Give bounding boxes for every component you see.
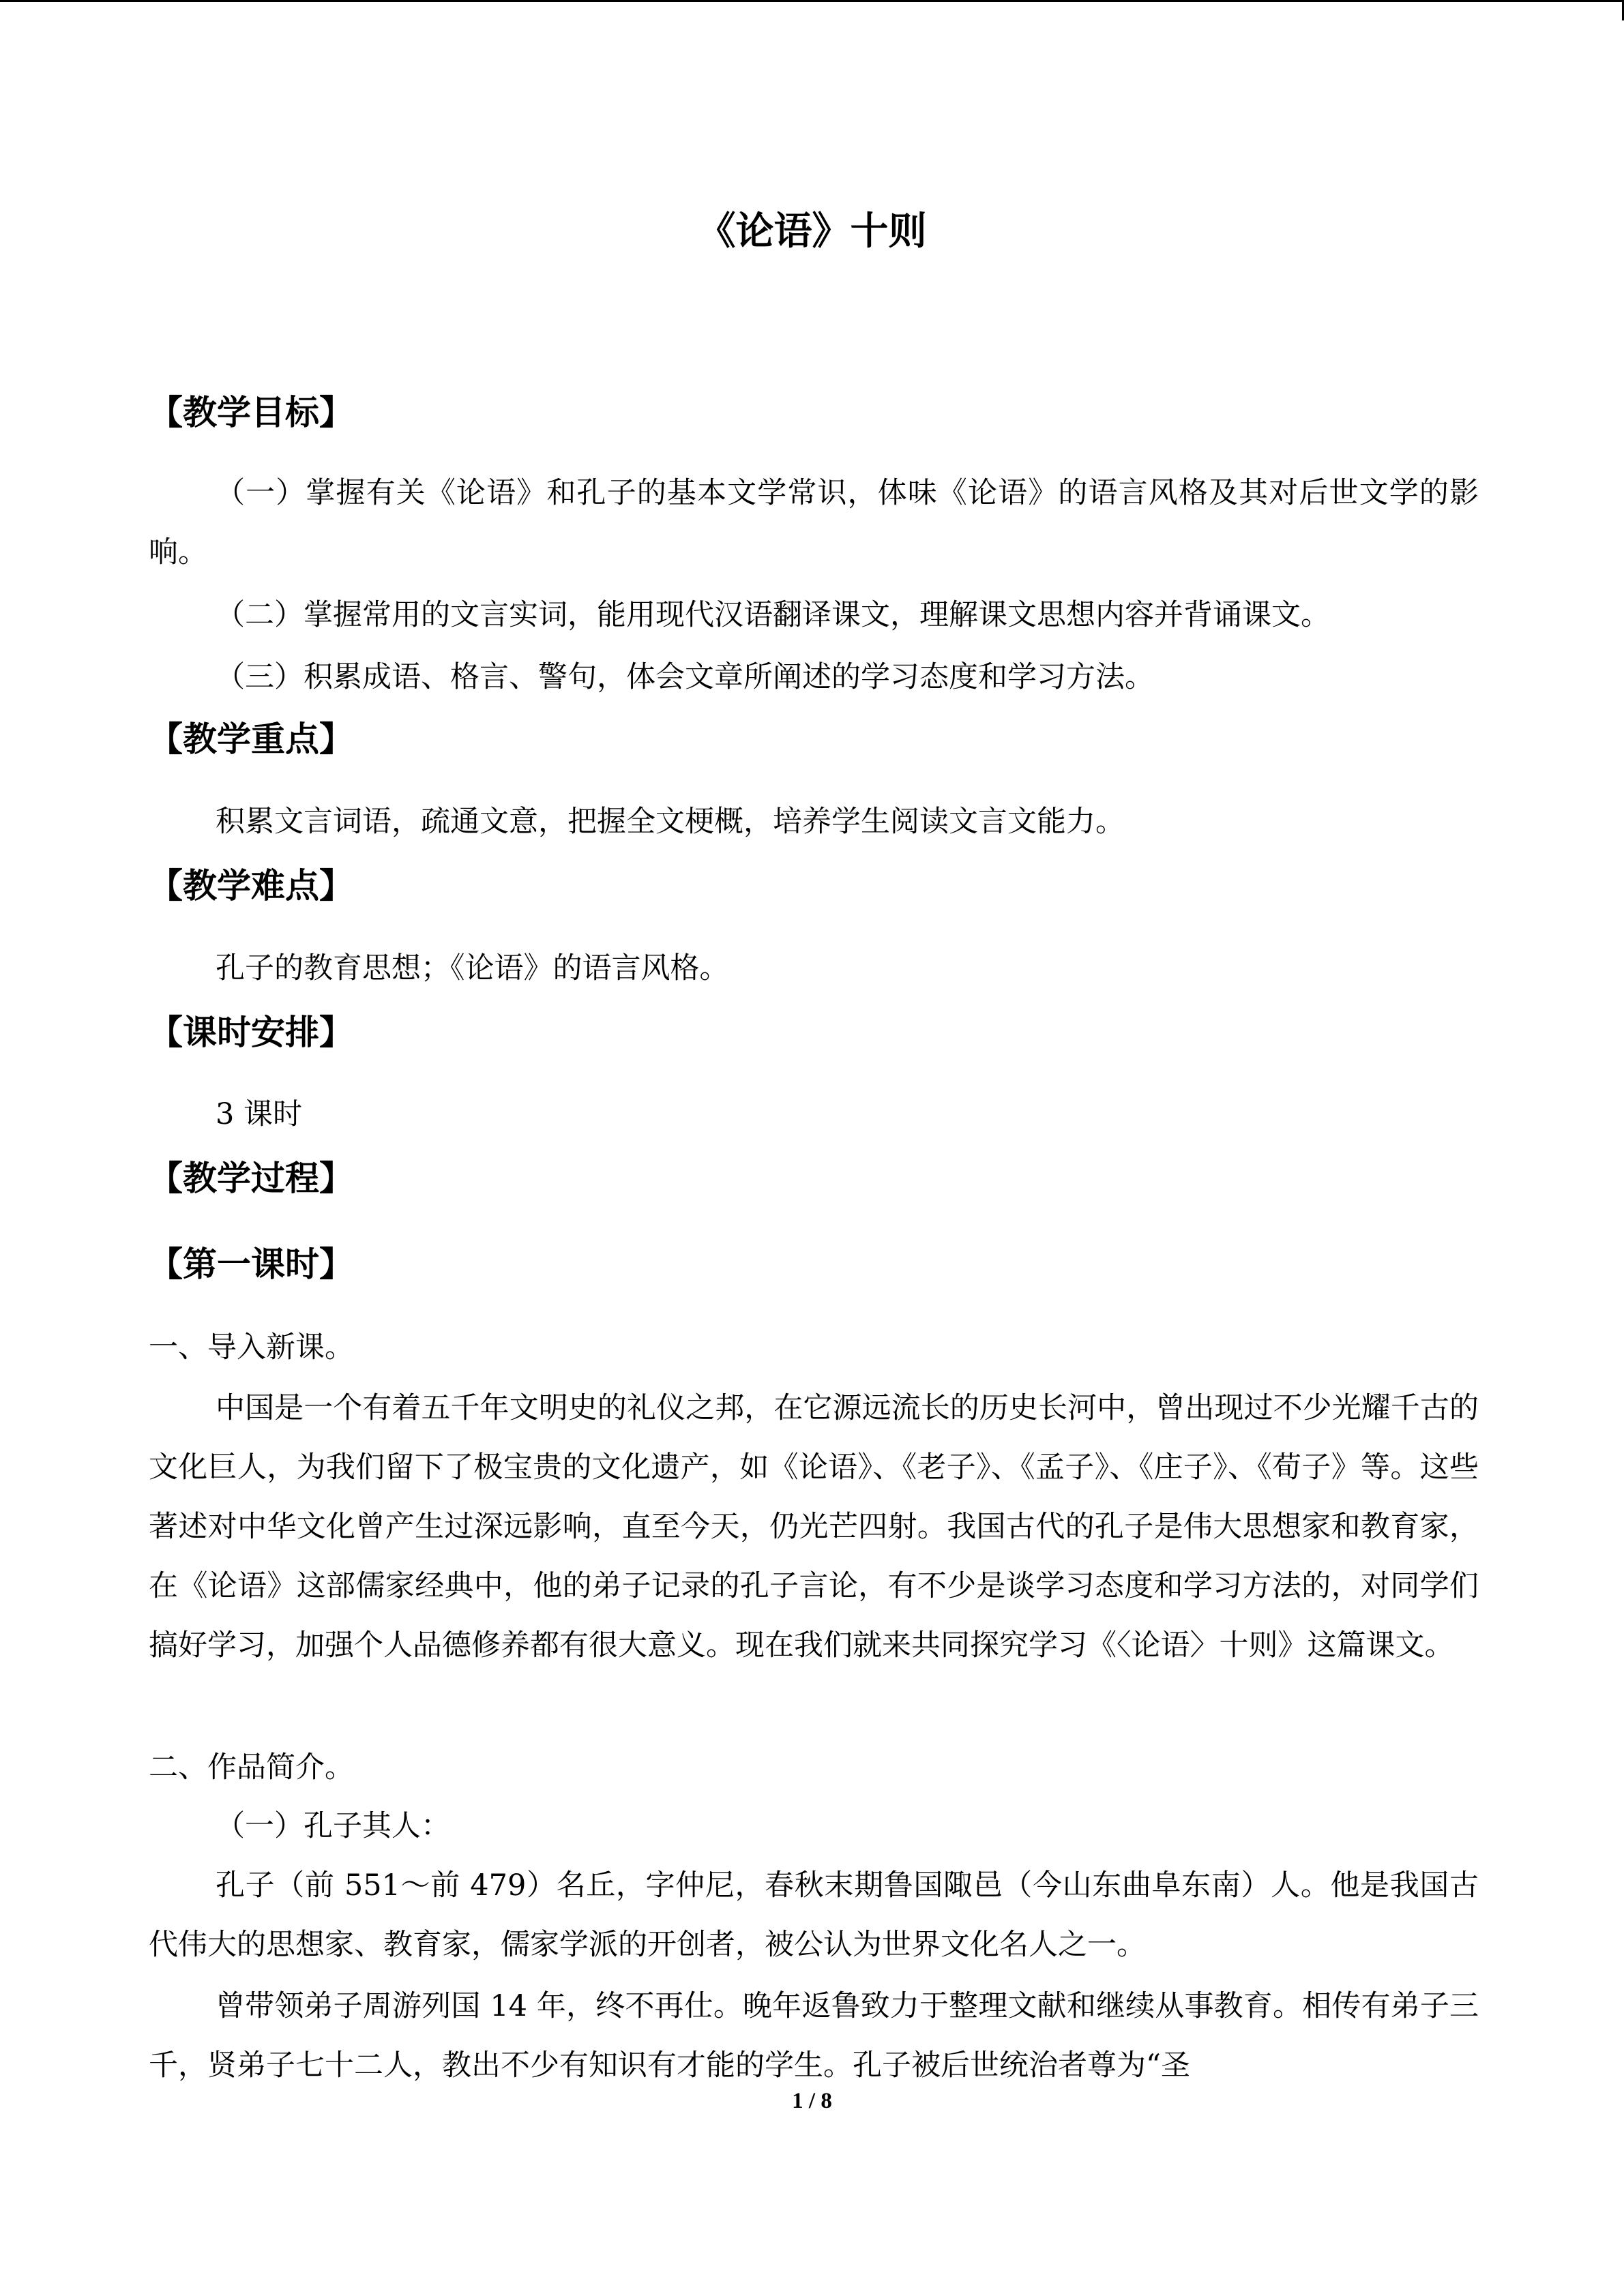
objective-item-3: （三）积累成语、格言、警句，体会文章所阐述的学习态度和学习方法。 — [216, 660, 1154, 694]
intro-title: 一、导入新课。 — [149, 1330, 354, 1365]
difficulties-text: 孔子的教育思想；《论语》的语言风格。 — [216, 951, 729, 985]
schedule-text: 3 课时 — [216, 1097, 303, 1131]
objective-item-2: （二）掌握常用的文言实词，能用现代汉语翻译课文，理解课文思想内容并背诵课文。 — [216, 598, 1330, 632]
heading-lesson-1: 【第一课时】 — [149, 1244, 353, 1284]
heading-difficulties: 【教学难点】 — [149, 866, 353, 906]
intro-paragraph: 中国是一个有着五千年文明史的礼仪之邦，在它源远流长的历史长河中，曾出现过不少光耀千古的文化巨人，为我们留下了极宝贵的文化遗产，如《论语》、《老子》、《孟子》、《庄子》、《荀子》等。这些著述对中华文化曾产生过深远影响，直至今天，仍光芒四射。我国古代的孔子是伟大思想家和教育家，在《论语》这部儒家经典中，他的弟子记录的孔子言论，有不少是谈学习态度和学习方法的，对同学们搞好学习，加强个人品德修养都有很大意义。现在我们就来共同探究学习《〈论语〉十则》这篇课文。 — [149, 1391, 1479, 1663]
heading-objectives: 【教学目标】 — [149, 393, 353, 432]
key-points-text: 积累文言词语，疏通文意，把握全文梗概，培养学生阅读文言文能力。 — [216, 805, 1125, 839]
document-title: 《论语》十则 — [697, 209, 927, 254]
works-title: 二、作品简介。 — [149, 1750, 354, 1785]
heading-process: 【教学过程】 — [149, 1159, 353, 1198]
heading-key-points: 【教学重点】 — [149, 719, 353, 759]
confucius-title: （一）孔子其人： — [216, 1809, 450, 1843]
confucius-paragraph-2: 曾带领弟子周游列国 14 年，终不再仕。晚年返鲁致力于整理文献和继续从事教育。相传有弟子三千，贤弟子七十二人，教出不少有知识有才能的学生。孔子被后世统治者尊为“圣 — [149, 1989, 1479, 2083]
objective-item-1: （一）掌握有关《论语》和孔子的基本文学常识，体味《论语》的语言风格及其对后世文学的影响。 — [149, 476, 1479, 569]
page-top-border — [0, 0, 1624, 2]
page-number: 1 / 8 — [792, 2089, 832, 2113]
heading-schedule: 【课时安排】 — [149, 1013, 353, 1052]
confucius-paragraph-1: 孔子（前 551～前 479）名丘，字仲尼，春秋末期鲁国陬邑（今山东曲阜东南）人。他是我国古代伟大的思想家、教育家，儒家学派的开创者，被公认为世界文化名人之一。 — [149, 1868, 1479, 1962]
